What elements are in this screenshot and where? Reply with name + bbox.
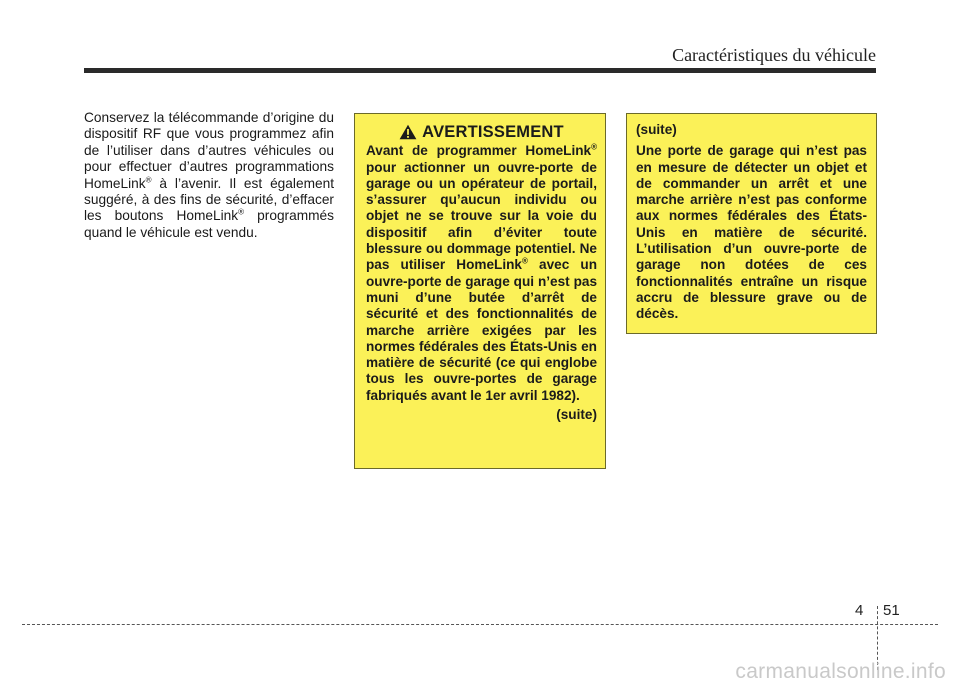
- warning-continuation-box: [626, 113, 877, 334]
- warning-box: [354, 113, 606, 469]
- continuation-body: Une porte de garage qui n’est pas en mesure de détecter un objet et de commander un arrêt et une marche arrière n’est pas conforme aux normes fédérales des États-Unis en matière de sécurité. L’utilisation d’un ouvre-porte de garage non dotées de ces fonctionnalités entraîne un risque accru de blessure grave ou de décès.: [636, 143, 867, 322]
- warning-text-3: avec un ouvre-porte de garage qui n’est pas muni d’une butée d’arrêt de sécurité et des fonctionnalités de marche arrière exigées par les normes fédérales des États-Unis en matière de sécurité (ce qui englobe tous les ouvre-portes de garage fabriqués avant le 1er avril 1982).: [366, 257, 598, 403]
- chapter-number: 4: [855, 602, 864, 619]
- registered-mark: ®: [238, 207, 245, 217]
- warning-title: AVERTISSEMENT: [422, 123, 564, 141]
- intro-text-3: programmés quand le véhicule est vendu.: [84, 208, 334, 240]
- intro-paragraph: [84, 110, 334, 241]
- registered-mark: ®: [521, 256, 528, 266]
- warning-heading: [366, 124, 597, 140]
- warning-triangle-icon: [399, 124, 417, 140]
- warning-suite-label: (suite): [556, 407, 597, 423]
- registered-mark: ®: [591, 142, 597, 152]
- watermark: carmanualsonline.info: [735, 660, 946, 683]
- warning-text-1: Avant de programmer HomeLink: [366, 143, 592, 159]
- header-rule: [84, 68, 876, 73]
- intro-text-2: à l’avenir. Il est également suggéré, à des fins de sécurité, d’effacer les boutons HomeLink: [84, 175, 334, 224]
- warning-body: [366, 143, 597, 404]
- page-header-title: Caractéristiques du véhicule: [672, 45, 876, 65]
- page-number: 51: [883, 602, 900, 619]
- footer-dashed-line: [22, 624, 938, 625]
- warning-text-2: pour actionner un ouvre-porte de garage ou un opérateur de portail, s’assurer qu’aucun individu ou objet ne se trouve sur la voie du dispositif afin d’éviter toute blessure ou dommage potentiel. Ne pas utiliser HomeLink: [366, 159, 597, 273]
- intro-text-1: Conservez la télécommande d’origine du dispositif RF que vous programmez afin de l’utiliser dans d’autres véhicules ou pour effectuer d’autres programmations HomeLink: [84, 110, 334, 191]
- continuation-suite-label: (suite): [636, 122, 677, 137]
- registered-mark: ®: [145, 175, 152, 185]
